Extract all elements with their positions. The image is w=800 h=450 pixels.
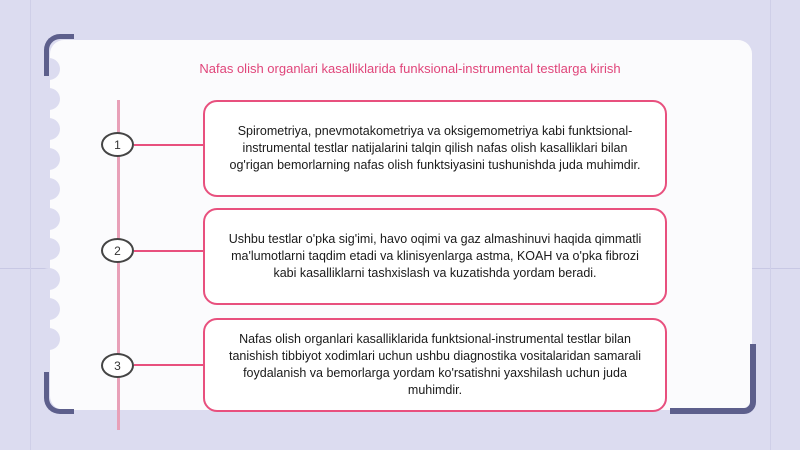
frame-corner-top-left [44,34,74,76]
binder-ring [38,178,60,200]
frame-corner-bottom-right [670,344,756,414]
binder-ring [38,118,60,140]
step-2-number-badge: 2 [101,238,134,263]
page-title: Nafas olish organlari kasalliklarida funksional-instrumental testlarga kirish [199,61,621,76]
step-3-connector [134,364,204,366]
binder-ring [38,238,60,260]
step-2-connector [134,250,204,252]
step-1-number-badge: 1 [101,132,134,157]
step-3-card [203,318,667,412]
step-2-card [203,208,667,305]
background-guide-vertical-right [770,0,771,450]
binder-ring [38,268,60,290]
background-guide-vertical-left [30,0,31,450]
binder-ring [38,298,60,320]
step-2-text: Ushbu testlar o'pka sig'imi, havo oqimi va gaz almashinuvi haqida qimmatli ma'lumotlarni taqdim etadi va klinisyenlarga astma, KOAH va o'pka fibrozi kabi kasalliklarni tashxislash va kuzatishda yordam beradi. [228,232,642,280]
step-3-text: Nafas olish organlari kasalliklarida funktsional-instrumental testlar bilan tanishish tibbiyot xodimlari uchun ushbu diagnostika vositalaridan samarali foydalanish va bemorlarga yordam ko'rsatishni yaxshilash uchun juda muhimdir. [228,332,642,397]
step-1-connector [134,144,204,146]
step-1-text: Spirometriya, pnevmotakometriya va oksigemometriya kabi funktsional-instrumental testlar natijalarini talqin qilish nafas olish kasalliklari bilan og'rigan bemorlarning nafas olish funktsiyasini tushunishda juda muhimdir. [229,124,641,172]
binder-ring [38,328,60,350]
step-1-card [203,100,667,197]
binder-ring [38,208,60,230]
binder-ring [38,88,60,110]
frame-corner-bottom-left [44,372,74,414]
binder-ring [38,148,60,170]
step-3-number-badge: 3 [101,353,134,378]
